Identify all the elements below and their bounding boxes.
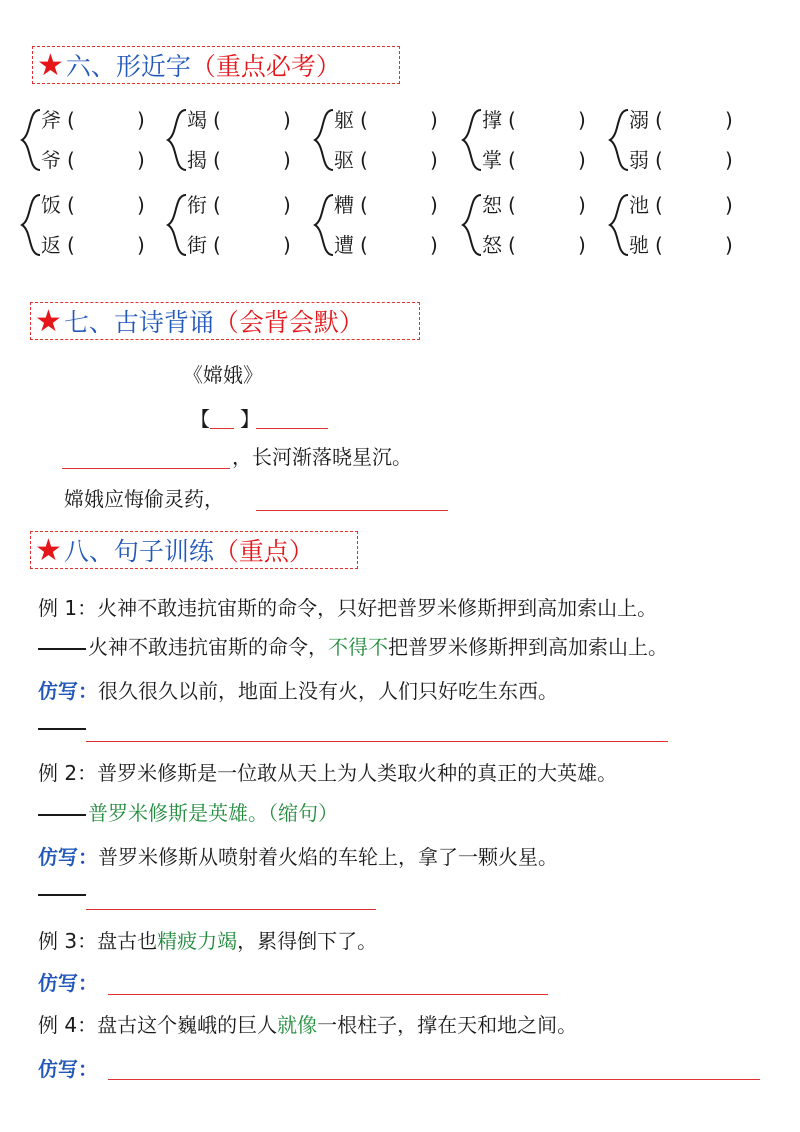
char-blank-row[interactable] [482,146,586,174]
curly-brace-icon [14,104,44,176]
close-paren: ) [137,148,145,172]
open-paren: ( [213,148,221,172]
open-paren: ( [67,108,75,132]
example-2-label: 例 2： [38,761,98,785]
imitate-4-blank[interactable] [108,1079,760,1080]
example-2-answer [38,798,338,828]
char: 溺 [629,108,649,132]
curly-brace-icon [602,189,632,261]
open-paren: ( [67,148,75,172]
keyword-highlight: 不得不 [328,635,388,659]
open-paren: ( [508,233,516,257]
char: 怒 [482,233,502,257]
curly-brace-icon [160,104,190,176]
section-six-note: （重点必考） [190,52,341,81]
char: 遭 [334,233,354,257]
poem-line2-prefix: 嫦娥应悔偷灵药， [64,487,224,511]
section-six-header [32,46,400,84]
char-blank-row[interactable] [334,106,438,134]
char-pair [14,104,145,176]
star-icon: ★ [37,47,64,83]
example-1-answer: 火神不敢违抗宙斯的命令，不得不把普罗米修斯押到高加索山上。 [38,632,668,662]
open-paren: ( [213,233,221,257]
char: 池 [629,193,649,217]
dynasty-close-bracket: 】 [240,407,260,431]
section-seven-title: 七、古诗背诵 [63,308,214,337]
dash-mark [38,648,86,650]
close-paren: ) [137,108,145,132]
char: 驱 [334,148,354,172]
poem-author-line [190,404,260,434]
imitate-1 [38,676,558,706]
close-paren: ) [283,233,291,257]
char-blank-row[interactable] [334,231,438,259]
close-paren: ) [430,233,438,257]
example-3: 例 3：盘古也精疲力竭，累得倒下了。 [38,929,378,953]
close-paren: ) [578,233,586,257]
char: 衔 [187,193,207,217]
imitate-3 [38,968,98,998]
open-paren: ( [360,108,368,132]
curly-brace-icon [14,189,44,261]
close-paren: ) [283,193,291,217]
char-blank-row[interactable] [629,146,733,174]
answer-dash [38,728,86,730]
open-paren: ( [67,233,75,257]
char: 竭 [187,108,207,132]
open-paren: ( [213,193,221,217]
curly-brace-icon [307,104,337,176]
char-blank-row[interactable] [187,191,291,219]
section-eight-header [30,531,358,569]
open-paren: ( [655,193,663,217]
char: 糟 [334,193,354,217]
star-icon: ★ [35,532,62,568]
char-pair [14,189,145,261]
example-1-label: 例 1： [38,596,98,620]
char-blank-row[interactable] [482,106,586,134]
char: 街 [187,233,207,257]
close-paren: ) [283,148,291,172]
keyword-highlight: 就像 [277,1013,318,1037]
close-paren: ) [725,108,733,132]
curly-brace-icon [602,104,632,176]
section-six-title: 六、形近字 [65,52,191,81]
char-blank-row[interactable] [187,146,291,174]
char-blank-row[interactable] [334,191,438,219]
imitate-label: 仿写： [38,679,98,703]
example-1 [38,593,657,623]
imitate-2 [38,842,558,872]
char-pair [602,189,733,261]
section-seven-note: （会背会默） [213,308,364,337]
char: 弱 [629,148,649,172]
imitate-label: 仿写： [38,1057,98,1081]
open-paren: ( [508,148,516,172]
author-blank[interactable] [256,428,328,429]
char-blank-row[interactable] [41,106,145,134]
star-icon: ★ [35,303,62,339]
char-blank-row[interactable] [629,191,733,219]
char-blank-row[interactable] [482,191,586,219]
imitate-2-blank[interactable] [86,909,376,910]
example-1-text: 火神不敢违抗宙斯的命令，只好把普罗米修斯押到高加索山上。 [97,596,658,620]
imitate-label: 仿写： [38,971,98,995]
example-3-label: 例 3： [38,929,98,953]
keyword-highlight: 普罗米修斯是英雄。（缩句） [88,801,338,825]
char-blank-row[interactable] [629,231,733,259]
close-paren: ) [283,108,291,132]
close-paren: ) [430,108,438,132]
open-paren: ( [360,148,368,172]
char-pair [455,104,586,176]
imitate-1-blank[interactable] [86,741,668,742]
answer-dash [38,894,86,896]
open-paren: ( [360,233,368,257]
section-eight-note: （重点） [213,537,314,566]
imitate-1-text: 很久很久以前，地面上没有火，人们只好吃生东西。 [98,679,558,703]
open-paren: ( [655,108,663,132]
imitate-2-text: 普罗米修斯从喷射着火焰的车轮上，拿了一颗火星。 [98,845,558,869]
keyword-highlight: 精疲力竭 [157,929,238,953]
curly-brace-icon [307,189,337,261]
dynasty-open-bracket: 【 [190,407,210,431]
char: 斧 [41,108,61,132]
section-eight-title: 八、句子训练 [63,537,214,566]
imitate-3-blank[interactable] [108,994,548,995]
char-pair [455,189,586,261]
char: 返 [41,233,61,257]
poem-title: 《嫦娥》 [183,363,263,387]
open-paren: ( [655,233,663,257]
imitate-label: 仿写： [38,845,98,869]
open-paren: ( [67,193,75,217]
curly-brace-icon [455,189,485,261]
close-paren: ) [430,148,438,172]
dash-mark [38,814,86,816]
example-2-text: 普罗米修斯是一位敢从天上为人类取火种的真正的大英雄。 [97,761,618,785]
char-pair [160,104,291,176]
curly-brace-icon [160,189,190,261]
char-blank-row[interactable] [41,146,145,174]
close-paren: ) [430,193,438,217]
open-paren: ( [655,148,663,172]
close-paren: ) [725,148,733,172]
char-blank-row[interactable] [334,146,438,174]
close-paren: ) [578,148,586,172]
poem-line1-suffix: ，长河渐落晓星沉。 [232,445,412,469]
open-paren: ( [508,108,516,132]
char-blank-row[interactable] [629,106,733,134]
char: 掌 [482,148,502,172]
char: 驰 [629,233,649,257]
char-pair [160,189,291,261]
char: 揭 [187,148,207,172]
char-pair [307,189,438,261]
char: 饭 [41,193,61,217]
char-blank-row[interactable] [41,191,145,219]
char-blank-row[interactable] [482,231,586,259]
close-paren: ) [578,108,586,132]
imitate-4 [38,1054,98,1084]
char-blank-row[interactable] [41,231,145,259]
poem-line2-blank[interactable] [256,510,448,511]
char-pair [307,104,438,176]
open-paren: ( [360,193,368,217]
char: 躯 [334,108,354,132]
close-paren: ) [137,193,145,217]
dynasty-blank[interactable] [210,428,234,429]
char-pair [602,104,733,176]
close-paren: ) [725,193,733,217]
close-paren: ) [725,233,733,257]
char-blank-row[interactable] [187,231,291,259]
example-2 [38,758,617,788]
char-blank-row[interactable] [187,106,291,134]
open-paren: ( [508,193,516,217]
open-paren: ( [213,108,221,132]
curly-brace-icon [455,104,485,176]
example-4: 例 4：盘古这个巍峨的巨人就像一根柱子，撑在天和地之间。 [38,1013,578,1037]
close-paren: ) [578,193,586,217]
close-paren: ) [137,233,145,257]
example-4-label: 例 4： [38,1013,98,1037]
section-seven-header [30,302,420,340]
poem-line1-blank[interactable] [62,468,230,469]
char: 撑 [482,108,502,132]
char: 恕 [482,193,502,217]
char: 爷 [41,148,61,172]
